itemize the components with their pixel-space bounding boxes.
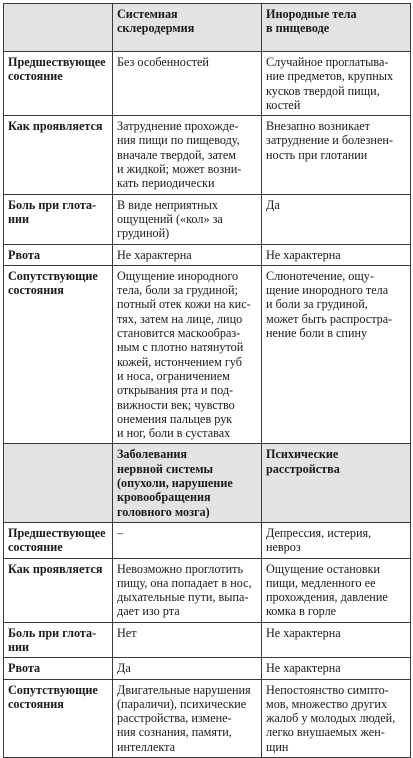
table-cell: Ощущение остановки пищи, медленного ее прохождения, давление комка в горле — [262, 558, 411, 622]
table-row — [4, 522, 411, 558]
table-cell: Не характерна — [262, 658, 411, 679]
table-cell: Слюнотечение, ощу- щение инородного тела и боли за грудиной, может быть распростра- нение боли в спину — [262, 265, 411, 444]
row-label: Боль при глота- нии — [4, 622, 113, 658]
table-cell: Да — [113, 658, 262, 679]
row-label: Рвота — [4, 244, 113, 265]
table-cell: Затруднение прохожде- ния пищи по пищеводу, вначале твердой, затем и жидкой; может возни- кать периодически — [113, 116, 262, 194]
table-cell: Случайное проглатыва- ние предметов, крупных кусков твердой пищи, костей — [262, 52, 411, 116]
section2-header-col2: Заболевания нервной системы (опухоли, нарушение кровообращения головного мозга) — [113, 444, 262, 522]
row-label: Предшествующее состояние — [4, 522, 113, 558]
table-row — [4, 52, 411, 116]
table-cell: Двигательные нарушения (параличи), психические расстройства, измене- ния сознания, памяти, интеллекта — [113, 679, 262, 757]
section2-header-corner — [4, 444, 113, 522]
table-cell: Не характерна — [113, 244, 262, 265]
row-label: Как проявляется — [4, 558, 113, 622]
section2-header-row — [4, 444, 411, 522]
row-label: Предшествующее состояние — [4, 52, 113, 116]
table-cell: Невозможно проглотить пищу, она попадает в нос, дыхательные пути, выпа- дает изо рта — [113, 558, 262, 622]
table-cell: – — [113, 522, 262, 558]
table-row — [4, 265, 411, 444]
table-cell: Непостоянство симпто- мов, множество других жалоб у молодых людей, легко внушаемых жен- щин — [262, 679, 411, 757]
section1-header-col3: Инородные тела в пищеводе — [262, 4, 411, 52]
table-cell: Да — [262, 194, 411, 244]
table-row — [4, 194, 411, 244]
row-label: Как проявляется — [4, 116, 113, 194]
table-cell: Без особенностей — [113, 52, 262, 116]
table-row — [4, 622, 411, 658]
section1-header-corner — [4, 4, 113, 52]
section2-header-col3: Психические расстройства — [262, 444, 411, 522]
section1-header-col2: Системная склеродермия — [113, 4, 262, 52]
table-row — [4, 116, 411, 194]
table-cell: Ощущение инородного тела, боли за грудиной; потный отек кожи на кис- тях, затем на лице, лицо становится маскообраз- ным с плотно натянутой кожей, истончением губ и носа, ограничением открывания рта и под- вижности век; чувство онемения пальцев рук и ног, боли в суставах — [113, 265, 262, 444]
row-label: Сопутствующие состояния — [4, 679, 113, 757]
row-label: Сопутствующие состояния — [4, 265, 113, 444]
table-row — [4, 658, 411, 679]
table-cell: Не характерна — [262, 244, 411, 265]
row-label: Боль при глота- нии — [4, 194, 113, 244]
table-cell: Нет — [113, 622, 262, 658]
table-row — [4, 558, 411, 622]
table-row — [4, 679, 411, 757]
table-cell: Депрессия, истерия, невроз — [262, 522, 411, 558]
section1-header-row — [4, 4, 411, 52]
table-row — [4, 244, 411, 265]
comparison-table-page — [3, 3, 410, 754]
comparison-table — [3, 3, 411, 758]
table-cell: Не характерна — [262, 622, 411, 658]
table-cell: Внезапно возникает затруднение и болезнен- ность при глотании — [262, 116, 411, 194]
table-cell: В виде неприятных ощущений («кол» за грудиной) — [113, 194, 262, 244]
row-label: Рвота — [4, 658, 113, 679]
